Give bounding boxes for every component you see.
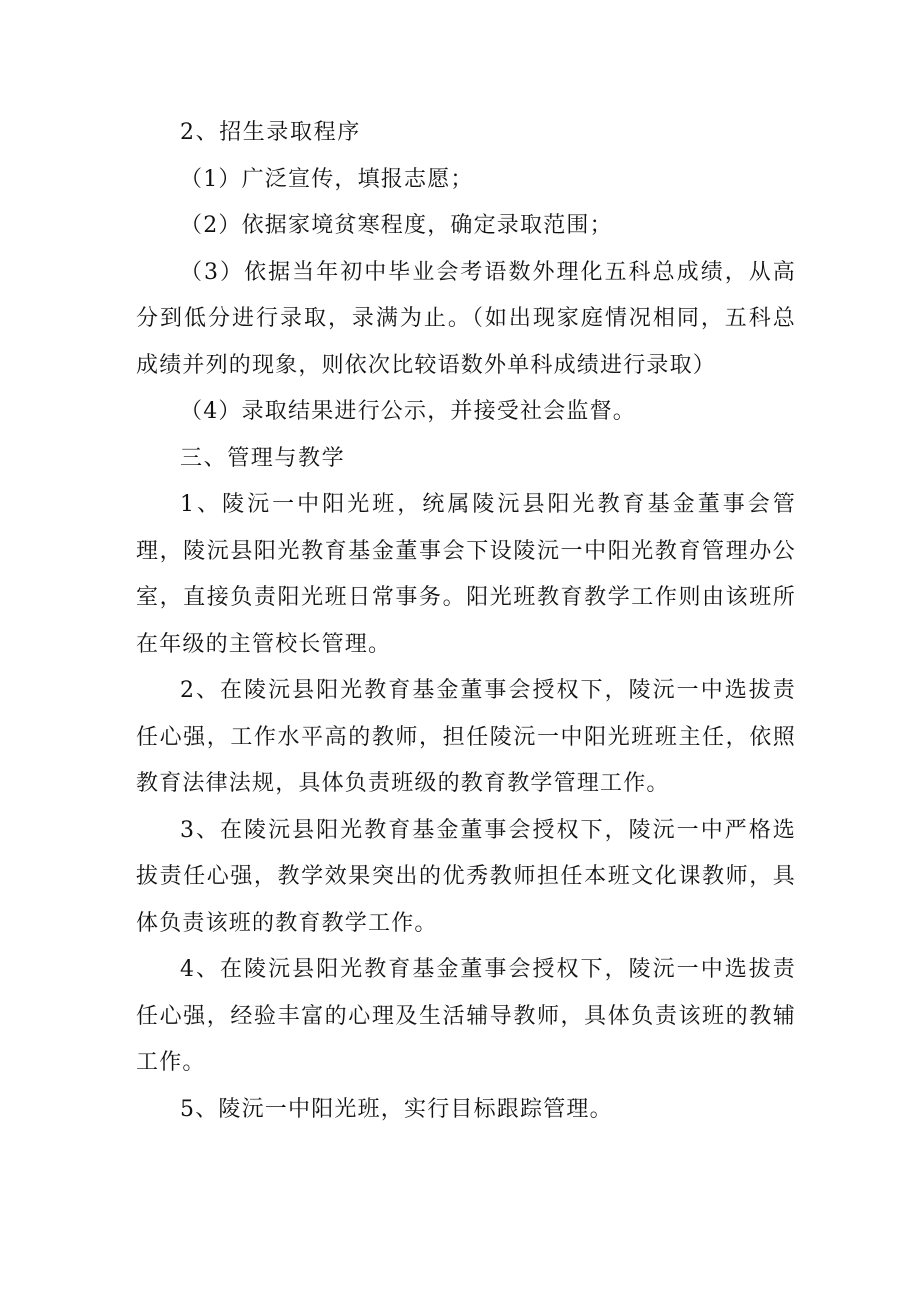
section-heading-admission-procedure: 2、招生录取程序: [180, 120, 361, 145]
list-item-ranking: （3）依据当年初中毕业会考语数外理化五科总成绩，从高分到低分进行录取，录满为止。（如出现家庭情况相同，五科总成绩并列的现象，则依次比较语数外单科成绩进行录取）: [136, 259, 796, 378]
paragraph-management-4: 4、在陵沅县阳光教育基金董事会授权下，陵沅一中选拔责任心强，经验丰富的心理及生活辅导教师，具体负责该班的教辅工作。: [136, 957, 796, 1075]
list-item-publication: （4）录取结果进行公示，并接受社会监督。: [180, 399, 636, 424]
paragraph-management-3: 3、在陵沅县阳光教育基金董事会授权下，陵沅一中严格选拔责任心强，教学效果突出的优秀教师担任本班文化课教师，具体负责该班的教育教学工作。: [136, 817, 796, 936]
paragraph-management-2: 2、在陵沅县阳光教育基金董事会授权下，陵沅一中选拔责任心强，工作水平高的教师，担任陵沅一中阳光班班主任，依照教育法律法规，具体负责班级的教育教学管理工作。: [136, 678, 796, 796]
section-heading-management-teaching: 三、管理与教学: [180, 445, 346, 471]
paragraph-management-5: 5、陵沅一中阳光班，实行目标跟踪管理。: [180, 1096, 613, 1122]
document-body: [136, 110, 796, 1133]
paragraph-management-1: 1、陵沅一中阳光班，统属陵沅县阳光教育基金董事会管理，陵沅县阳光教育基金董事会下设陵沅一中阳光教育管理办公室，直接负责阳光班日常事务。阳光班教育教学工作则由该班所在年级的主管校长管理。: [136, 492, 796, 657]
list-item-publicity: （1）广泛宣传，填报志愿；: [180, 166, 474, 192]
list-item-scope: （2）依据家境贫寒程度，确定录取范围；: [180, 213, 613, 238]
